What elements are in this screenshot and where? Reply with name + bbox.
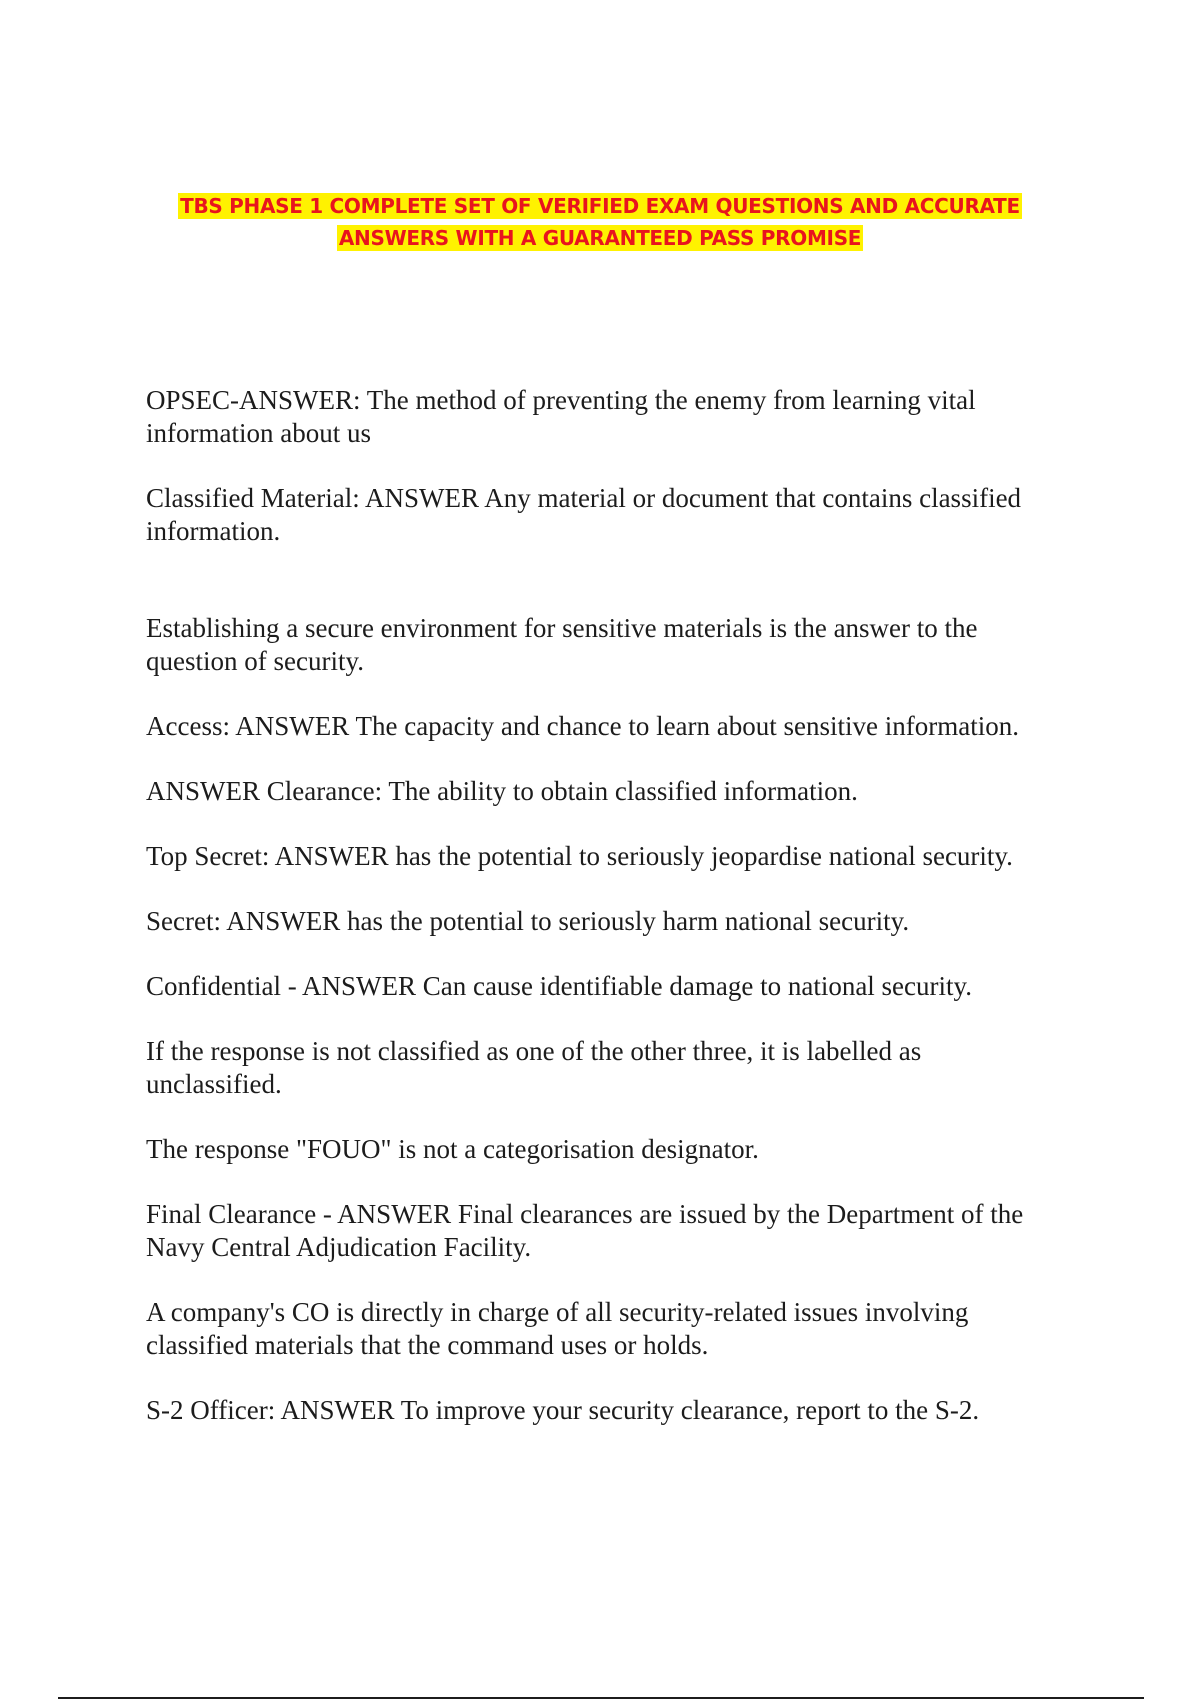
footer-divider <box>58 1697 1144 1699</box>
entry-fouo: The response "FOUO" is not a categorisation designator. <box>146 1134 759 1164</box>
entry-access: Access: ANSWER The capacity and chance to learn about sensitive information. <box>146 711 1019 741</box>
title-line-1: TBS PHASE 1 COMPLETE SET OF VERIFIED EXAM QUESTIONS AND ACCURATE <box>180 194 1020 218</box>
entry-final-clearance: Final Clearance - ANSWER Final clearances are issued by the Department of the Navy Central Adjudication Facility. <box>146 1199 1024 1262</box>
entry-security: Establishing a secure environment for sensitive materials is the answer to the question of security. <box>146 613 978 676</box>
entry-top-secret: Top Secret: ANSWER has the potential to seriously jeopardise national security. <box>146 841 1013 871</box>
entry-s2-officer: S-2 Officer: ANSWER To improve your security clearance, report to the S-2. <box>146 1395 980 1425</box>
entry-clearance: ANSWER Clearance: The ability to obtain classified information. <box>146 776 858 806</box>
entry-secret: Secret: ANSWER has the potential to seriously harm national security. <box>146 906 910 936</box>
document-body <box>146 384 1056 1459</box>
entry-classified-material: Classified Material: ANSWER Any material or document that contains classified information. <box>146 483 1022 546</box>
entry-opsec: OPSEC-ANSWER: The method of preventing the enemy from learning vital information about us <box>146 385 976 448</box>
title-line-2: ANSWERS WITH A GUARANTEED PASS PROMISE <box>338 226 862 250</box>
entry-unclassified: If the response is not classified as one of the other three, it is labelled as unclassified. <box>146 1036 922 1099</box>
entry-company-co: A company's CO is directly in charge of all security-related issues involving classified materials that the command uses or holds. <box>146 1297 969 1360</box>
document-title <box>120 190 1080 254</box>
entry-confidential: Confidential - ANSWER Can cause identifiable damage to national security. <box>146 971 973 1001</box>
